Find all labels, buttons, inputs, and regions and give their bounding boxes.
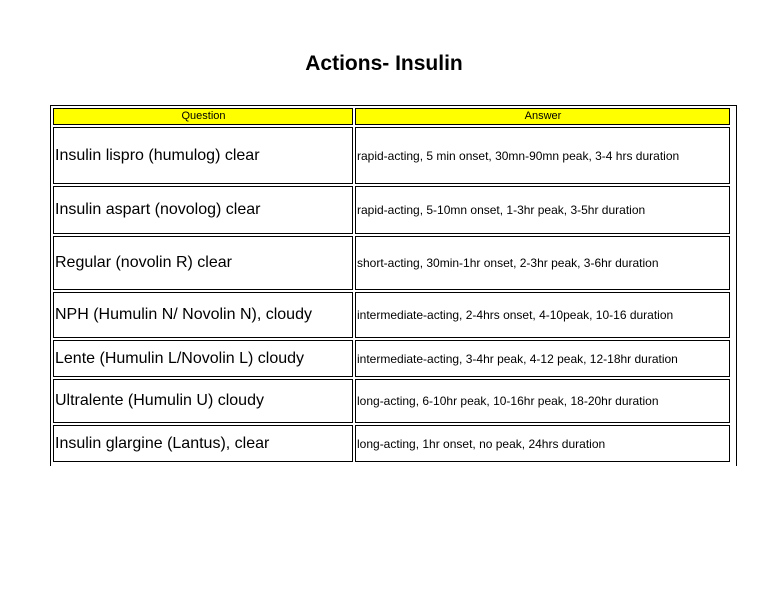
answer-cell: long-acting, 6-10hr peak, 10-16hr peak, 18-20hr duration: [355, 379, 730, 423]
insulin-table-container: [50, 105, 737, 466]
answer-cell: short-acting, 30min-1hr onset, 2-3hr peak, 3-6hr duration: [355, 236, 730, 290]
insulin-actions-table: [51, 106, 732, 464]
question-cell: Insulin glargine (Lantus), clear: [53, 425, 353, 462]
answer-cell: rapid-acting, 5 min onset, 30mn-90mn peak, 3-4 hrs duration: [355, 127, 730, 184]
table-row: [53, 425, 730, 462]
answer-cell: long-acting, 1hr onset, no peak, 24hrs duration: [355, 425, 730, 462]
question-cell: Regular (novolin R) clear: [53, 236, 353, 290]
page-title: Actions- Insulin: [305, 52, 463, 75]
answer-cell: intermediate-acting, 3-4hr peak, 4-12 peak, 12-18hr duration: [355, 340, 730, 377]
table-row: [53, 292, 730, 338]
question-cell: NPH (Humulin N/ Novolin N), cloudy: [53, 292, 353, 338]
table-row: [53, 379, 730, 423]
question-cell: Insulin lispro (humulog) clear: [53, 127, 353, 184]
question-cell: Ultralente (Humulin U) cloudy: [53, 379, 353, 423]
question-column-header: Question: [53, 108, 353, 125]
question-cell: Lente (Humulin L/Novolin L) cloudy: [53, 340, 353, 377]
table-row: [53, 340, 730, 377]
answer-column-header: Answer: [355, 108, 730, 125]
table-header-row: [53, 108, 730, 125]
question-cell: Insulin aspart (novolog) clear: [53, 186, 353, 234]
table-row: [53, 186, 730, 234]
table-row: [53, 127, 730, 184]
answer-cell: rapid-acting, 5-10mn onset, 1-3hr peak, 3-5hr duration: [355, 186, 730, 234]
answer-cell: intermediate-acting, 2-4hrs onset, 4-10peak, 10-16 duration: [355, 292, 730, 338]
table-row: [53, 236, 730, 290]
